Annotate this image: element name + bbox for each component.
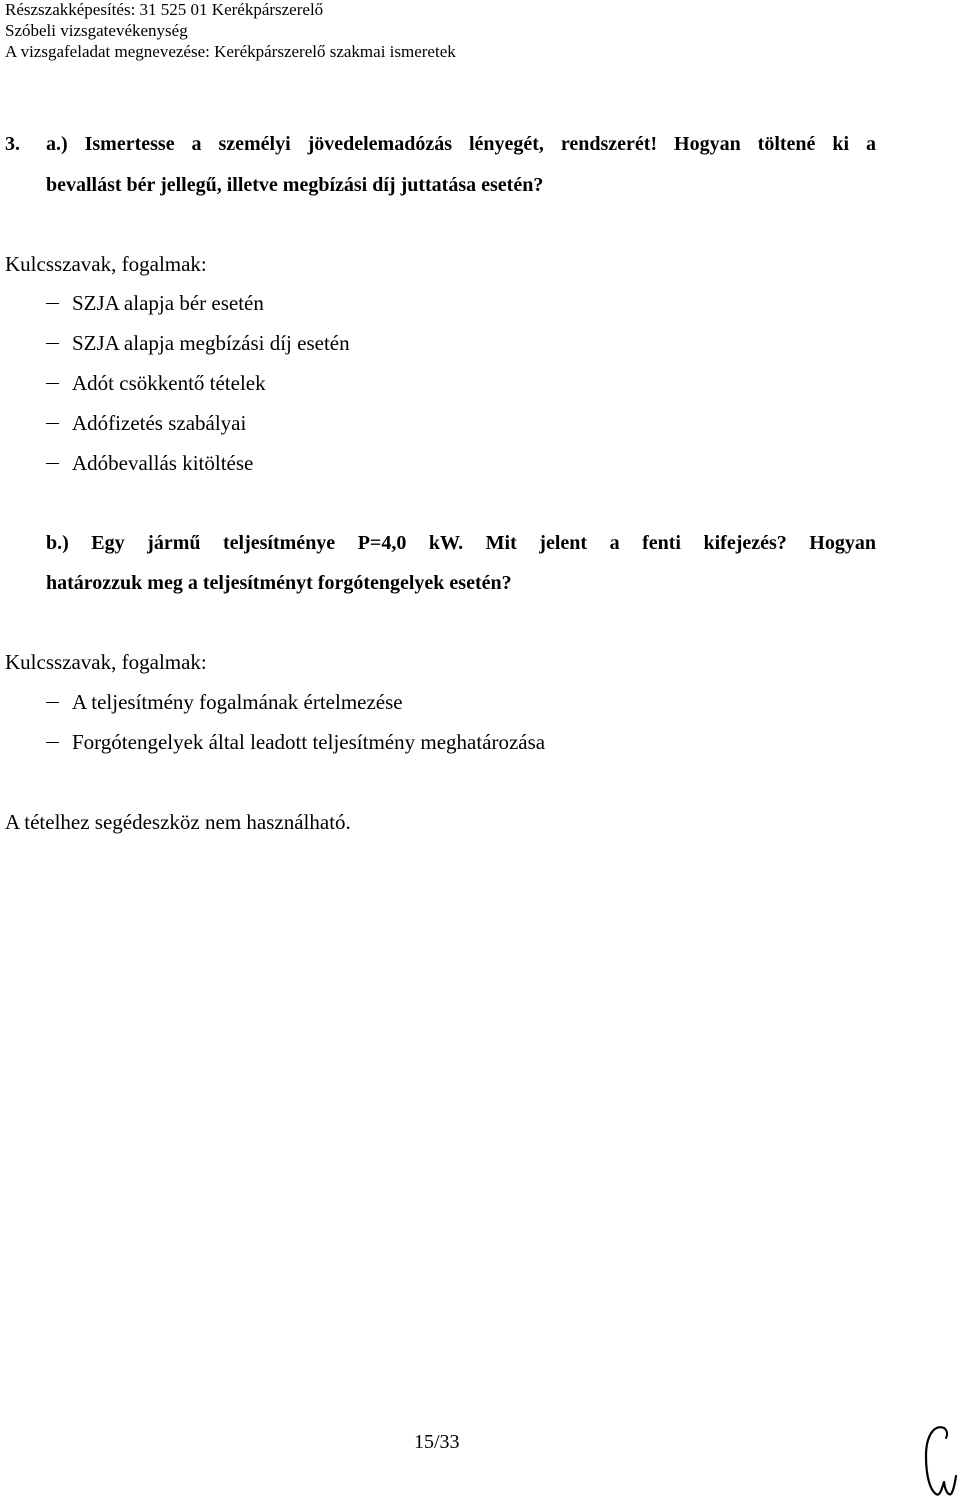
part-b-question-line1: b.) Egy jármű teljesítménye P=4,0 kW. Mit jelent a fenti kifejezés? Hogyan [46,532,876,554]
dash-bullet [46,463,59,464]
dash-bullet [46,742,59,743]
keyword-text: SZJA alapja bér esetén [72,291,264,315]
header-qualification: Részszakképesítés: 31 525 01 Kerékpárszerelő [5,0,324,19]
aids-note: A tételhez segédeszköz nem használható. [5,810,351,834]
dash-bullet [46,702,59,703]
part-a-keywords-title: Kulcsszavak, fogalmak: [5,252,207,276]
keyword-text: Adóbevallás kitöltése [72,451,254,475]
dash-bullet [46,303,59,304]
header-task-name: A vizsgafeladat megnevezése: Kerékpárszerelő szakmai ismeretek [5,42,456,61]
keyword-text: A teljesítmény fogalmának értelmezése [72,690,403,714]
header-exam-activity: Szóbeli vizsgatevékenység [5,21,188,40]
part-a-question-line1: a.) Ismertesse a személyi jövedelemadózás lényegét, rendszerét! Hogyan töltené ki a [46,133,876,155]
dash-bullet [46,423,59,424]
page-number: 15/33 [414,1431,460,1453]
dash-bullet [46,383,59,384]
part-b-keywords-title: Kulcsszavak, fogalmak: [5,650,207,674]
question-number: 3. [5,133,20,155]
part-a-question-line2: bevallást bér jellegű, illetve megbízási díj juttatása esetén? [46,174,544,196]
keyword-text: Adót csökkentő tételek [72,371,266,395]
dash-bullet [46,343,59,344]
handwritten-signature [920,1418,958,1500]
keyword-text: Adófizetés szabályai [72,411,247,435]
part-b-question-line2: határozzuk meg a teljesítményt forgótengelyek esetén? [46,572,512,594]
keyword-text: Forgótengelyek által leadott teljesítmény meghatározása [72,730,546,754]
keyword-text: SZJA alapja megbízási díj esetén [72,331,350,355]
